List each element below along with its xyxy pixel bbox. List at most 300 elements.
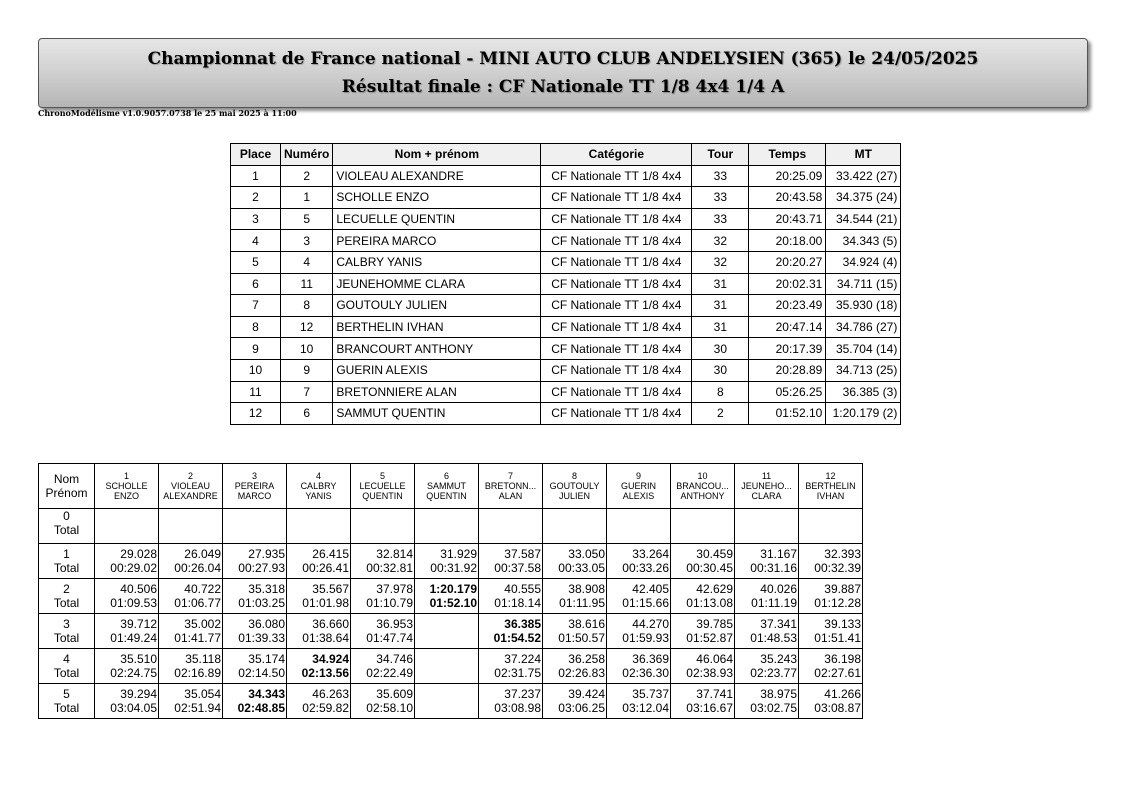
lap-row [39, 684, 863, 719]
cell-categorie: CF Nationale TT 1/8 4x4 [541, 403, 692, 425]
lap-time-cell [543, 509, 607, 544]
lap-time-cell [479, 614, 543, 649]
lap-time-cell [479, 579, 543, 614]
lap-time-cell [479, 509, 543, 544]
cumulative-time: 00:37.58 [494, 561, 541, 575]
cumulative-time: 02:27.61 [814, 666, 861, 680]
cumulative-time: 02:14.50 [238, 666, 285, 680]
cumulative-time: 00:26.41 [302, 561, 349, 575]
cell-mt: 34.375 (24) [826, 187, 901, 209]
cumulative-time: 01:41.77 [174, 631, 221, 645]
cell-categorie: CF Nationale TT 1/8 4x4 [541, 381, 692, 403]
cell-numero: 2 [281, 165, 333, 187]
lap-time: 35.318 [248, 582, 285, 596]
cell-numero: 3 [281, 230, 333, 252]
lap-time: 37.978 [376, 582, 413, 596]
driver-lastname: JEUNEHO... [741, 481, 792, 491]
driver-firstname: QUENTIN [362, 491, 403, 501]
lap-time: 42.405 [632, 582, 669, 596]
lap-time-cell [287, 649, 351, 684]
col-header-tour: Tour [692, 144, 749, 166]
cumulative-time: 02:13.56 [301, 666, 349, 680]
cell-nom-prenom: SCHOLLE ENZO [333, 187, 541, 209]
driver-number: 6 [443, 471, 449, 481]
cumulative-time: 01:09.53 [110, 596, 157, 610]
lap-time-cell [543, 544, 607, 579]
table-row [231, 165, 901, 187]
cell-mt: 33.422 (27) [826, 165, 901, 187]
lap-time: 39.712 [120, 617, 157, 631]
lap-time-cell [671, 684, 735, 719]
lap-time: 27.935 [248, 547, 285, 561]
cell-numero: 12 [281, 316, 333, 338]
lap-time-cell [287, 544, 351, 579]
table-row [231, 273, 901, 295]
cell-temps: 20:28.89 [749, 359, 826, 381]
lap-row-label [39, 579, 95, 614]
lap-time-cell [799, 614, 863, 649]
lap-time: 44.270 [632, 617, 669, 631]
cumulative-time: 00:32.39 [814, 561, 861, 575]
cumulative-time: 01:38.64 [302, 631, 349, 645]
cumulative-time: 01:39.33 [238, 631, 285, 645]
title-banner [38, 38, 1088, 108]
cumulative-time: 01:11.19 [751, 596, 797, 610]
driver-column-header [479, 464, 543, 509]
lap-time-cell [223, 684, 287, 719]
lap-time-cell [735, 614, 799, 649]
driver-number: 4 [315, 471, 321, 481]
cell-temps: 20:23.49 [749, 295, 826, 317]
cell-numero: 9 [281, 359, 333, 381]
lap-time: 35.510 [120, 652, 157, 666]
cell-place: 6 [231, 273, 281, 295]
cell-mt: 34.544 (21) [826, 208, 901, 230]
cell-place: 9 [231, 338, 281, 360]
cell-place: 3 [231, 208, 281, 230]
cell-numero: 8 [281, 295, 333, 317]
lap-time: 37.224 [504, 652, 541, 666]
cumulative-time: 00:32.81 [366, 561, 413, 575]
driver-lastname: PEREIRA [234, 481, 275, 491]
cumulative-time: 01:01.98 [302, 596, 349, 610]
lap-time: 29.028 [120, 547, 157, 561]
total-label: Total [53, 666, 80, 680]
lap-time-cell [415, 684, 479, 719]
cumulative-time: 02:22.49 [366, 666, 413, 680]
lap-time-cell [799, 544, 863, 579]
driver-lastname: SCHOLLE [105, 481, 148, 491]
table-row [231, 230, 901, 252]
lap-time: 35.118 [185, 652, 221, 666]
lap-time-cell [351, 649, 415, 684]
cumulative-time: 01:15.66 [622, 596, 669, 610]
driver-firstname: IVHAN [816, 491, 845, 501]
cell-temps: 20:18.00 [749, 230, 826, 252]
cell-numero: 5 [281, 208, 333, 230]
cumulative-time: 02:38.93 [686, 666, 733, 680]
cell-numero: 6 [281, 403, 333, 425]
page-subtitle: Résultat finale : CF Nationale TT 1/8 4x4 1/4 A [341, 77, 785, 97]
lap-time-cell [799, 684, 863, 719]
driver-lastname: CALBRY [300, 481, 337, 491]
lap-time: 36.385 [504, 617, 541, 631]
lap-time-cell [159, 649, 223, 684]
lap-row [39, 509, 863, 544]
cell-categorie: CF Nationale TT 1/8 4x4 [541, 359, 692, 381]
cell-nom-prenom: GOUTOULY JULIEN [333, 295, 541, 317]
lap-time: 38.908 [568, 582, 605, 596]
cell-place: 7 [231, 295, 281, 317]
lap-time-cell [351, 579, 415, 614]
lap-time-cell [415, 579, 479, 614]
total-label: Total [53, 561, 80, 575]
lap-time: 40.506 [120, 582, 157, 596]
cell-categorie: CF Nationale TT 1/8 4x4 [541, 295, 692, 317]
lap-row [39, 544, 863, 579]
lap-time: 35.243 [760, 652, 797, 666]
lap-time: 32.393 [824, 547, 861, 561]
driver-number: 8 [571, 471, 577, 481]
lap-time-cell [159, 684, 223, 719]
cumulative-time: 03:04.05 [110, 701, 157, 715]
lap-time: 30.459 [696, 547, 733, 561]
lap-time: 26.415 [312, 547, 349, 561]
driver-column-header [607, 464, 671, 509]
cumulative-time: 02:24.75 [110, 666, 157, 680]
lap-time: 35.054 [184, 687, 221, 701]
lap-time: 37.341 [760, 617, 797, 631]
lap-times-body [39, 509, 863, 719]
cell-temps: 20:43.58 [749, 187, 826, 209]
lap-row [39, 614, 863, 649]
lap-time-cell [223, 544, 287, 579]
lap-time: 34.343 [248, 687, 285, 701]
lap-time: 46.263 [312, 687, 349, 701]
cumulative-time: 01:50.57 [558, 631, 605, 645]
driver-lastname: BRETONN... [484, 481, 537, 491]
lap-time-cell [735, 649, 799, 684]
driver-number: 3 [251, 471, 257, 481]
lap-time-cell [479, 684, 543, 719]
cumulative-time: 02:59.82 [302, 701, 349, 715]
cumulative-time: 00:33.26 [622, 561, 669, 575]
lap-time: 36.198 [824, 652, 861, 666]
total-label: Total [53, 701, 80, 715]
lap-time: 35.002 [184, 617, 221, 631]
lap-time-cell [607, 544, 671, 579]
driver-firstname: JULIEN [558, 491, 590, 501]
lap-row-label [39, 649, 95, 684]
lap-time-cell [159, 614, 223, 649]
lap-time: 33.264 [632, 547, 669, 561]
lap-time-cell [607, 649, 671, 684]
lap-time-cell [479, 649, 543, 684]
table-row [231, 187, 901, 209]
cell-temps: 01:52.10 [749, 403, 826, 425]
page-title: Championnat de France national - MINI AUTO CLUB ANDELYSIEN (365) le 24/05/2025 [147, 49, 979, 69]
lap-row-label [39, 509, 95, 544]
lap-time-cell [671, 509, 735, 544]
cell-place: 10 [231, 359, 281, 381]
driver-number: 1 [123, 471, 129, 481]
cumulative-time: 03:02.75 [750, 701, 797, 715]
lap-time-cell [415, 509, 479, 544]
lap-time-cell [223, 579, 287, 614]
lap-time: 34.746 [376, 652, 413, 666]
lap-row-label [39, 614, 95, 649]
cell-mt: 34.786 (27) [826, 316, 901, 338]
cell-tour: 31 [692, 295, 749, 317]
lap-time-cell [223, 509, 287, 544]
lap-time-cell [95, 544, 159, 579]
cell-nom-prenom: VIOLEAU ALEXANDRE [333, 165, 541, 187]
cumulative-time: 00:29.02 [110, 561, 157, 575]
cell-tour: 32 [692, 251, 749, 273]
cell-temps: 20:25.09 [749, 165, 826, 187]
cell-mt: 35.704 (14) [826, 338, 901, 360]
cell-categorie: CF Nationale TT 1/8 4x4 [541, 316, 692, 338]
total-label: Total [53, 596, 80, 610]
lap-time-cell [287, 614, 351, 649]
lap-time-cell [287, 579, 351, 614]
lap-time-cell [159, 544, 223, 579]
cell-numero: 1 [281, 187, 333, 209]
driver-firstname: ENZO [113, 491, 139, 501]
cell-tour: 30 [692, 338, 749, 360]
lap-time-cell [543, 649, 607, 684]
driver-firstname: QUENTIN [426, 491, 467, 501]
lap-time: 36.660 [312, 617, 349, 631]
results-body [231, 165, 901, 424]
cell-numero: 10 [281, 338, 333, 360]
cell-categorie: CF Nationale TT 1/8 4x4 [541, 230, 692, 252]
total-label: Total [53, 523, 80, 537]
driver-column-header [799, 464, 863, 509]
col-header-mt: MT [826, 144, 901, 166]
driver-column-header [159, 464, 223, 509]
cell-nom-prenom: JEUNEHOMME CLARA [333, 273, 541, 295]
lap-time: 36.258 [568, 652, 605, 666]
driver-lastname: BRANCOU... [676, 481, 729, 491]
lap-row-label [39, 544, 95, 579]
lap-time-cell [159, 579, 223, 614]
lap-time: 39.133 [824, 617, 861, 631]
cumulative-time: 03:08.98 [494, 701, 541, 715]
col-header-nom-prenom: Nom + prénom [333, 144, 541, 166]
cumulative-time: 02:58.10 [366, 701, 413, 715]
cell-place: 8 [231, 316, 281, 338]
cumulative-time: 00:31.16 [750, 561, 797, 575]
driver-number: 10 [697, 471, 708, 481]
table-row [231, 208, 901, 230]
lap-time-cell [799, 579, 863, 614]
software-footer-note: ChronoModélisme v1.0.9057.0738 le 25 mai 2025 à 11:00 [38, 108, 297, 118]
lap-time: 39.294 [120, 687, 157, 701]
lap-time-cell [799, 649, 863, 684]
cumulative-time: 00:33.05 [558, 561, 605, 575]
driver-number: 7 [507, 471, 513, 481]
lap-time: 40.026 [760, 582, 797, 596]
cumulative-time: 02:16.89 [174, 666, 221, 680]
cumulative-time: 01:10.79 [366, 596, 413, 610]
cumulative-time: 00:26.04 [174, 561, 221, 575]
lap-time-cell [671, 544, 735, 579]
cumulative-time: 00:31.92 [430, 561, 477, 575]
lap-time: 36.953 [376, 617, 413, 631]
driver-column-header [671, 464, 735, 509]
driver-number: 2 [187, 471, 193, 481]
driver-column-header [351, 464, 415, 509]
lap-time: 36.369 [632, 652, 669, 666]
lap-time-cell [351, 684, 415, 719]
cumulative-time: 03:06.25 [558, 701, 605, 715]
lap-row-label [39, 684, 95, 719]
cell-tour: 33 [692, 208, 749, 230]
driver-firstname: ALEXIS [622, 491, 655, 501]
cell-numero: 11 [281, 273, 333, 295]
lap-number: 0 [63, 509, 70, 523]
lap-time-cell [159, 509, 223, 544]
cumulative-time: 01:49.24 [110, 631, 157, 645]
lap-time-cell [223, 649, 287, 684]
cumulative-time: 02:26.83 [558, 666, 605, 680]
lap-time-cell [671, 649, 735, 684]
col-header-categorie: Catégorie [541, 144, 692, 166]
cell-mt: 1:20.179 (2) [826, 403, 901, 425]
lap-row [39, 649, 863, 684]
cell-nom-prenom: GUERIN ALEXIS [333, 359, 541, 381]
cell-nom-prenom: BERTHELIN IVHAN [333, 316, 541, 338]
cumulative-time: 03:08.87 [814, 701, 861, 715]
driver-firstname: ALEXANDRE [163, 491, 218, 501]
cumulative-time: 02:51.94 [174, 701, 221, 715]
table-row [231, 381, 901, 403]
lap-time: 39.785 [696, 617, 733, 631]
cumulative-time: 01:13.08 [686, 596, 733, 610]
cumulative-time: 01:52.10 [429, 596, 477, 610]
cell-numero: 7 [281, 381, 333, 403]
driver-column-header [223, 464, 287, 509]
lap-time: 38.616 [568, 617, 605, 631]
lap-time-cell [671, 614, 735, 649]
cell-tour: 33 [692, 165, 749, 187]
cumulative-time: 03:12.04 [622, 701, 669, 715]
cell-tour: 31 [692, 316, 749, 338]
lap-time: 38.975 [760, 687, 797, 701]
lap-time-cell [543, 614, 607, 649]
table-row [231, 295, 901, 317]
lap-time: 31.167 [760, 547, 797, 561]
corner-label-prenom: Prénom [45, 486, 88, 500]
lap-number: 1 [63, 547, 70, 561]
total-label: Total [53, 631, 80, 645]
cell-mt: 36.385 (3) [826, 381, 901, 403]
cell-place: 12 [231, 403, 281, 425]
driver-lastname: LECUELLE [359, 481, 406, 491]
lap-time: 37.237 [504, 687, 541, 701]
driver-column-header [287, 464, 351, 509]
lap-time-cell [415, 649, 479, 684]
lap-time: 34.924 [312, 652, 349, 666]
cell-temps: 20:20.27 [749, 251, 826, 273]
cumulative-time: 01:59.93 [622, 631, 669, 645]
col-header-temps: Temps [749, 144, 826, 166]
cell-place: 11 [231, 381, 281, 403]
cumulative-time: 02:36.30 [622, 666, 669, 680]
cell-nom-prenom: BRETONNIERE ALAN [333, 381, 541, 403]
results-table [230, 143, 901, 425]
lap-time: 33.050 [568, 547, 605, 561]
lap-time: 37.741 [696, 687, 733, 701]
cell-temps: 20:47.14 [749, 316, 826, 338]
cell-nom-prenom: BRANCOURT ANTHONY [333, 338, 541, 360]
cell-nom-prenom: LECUELLE QUENTIN [333, 208, 541, 230]
cell-tour: 2 [692, 403, 749, 425]
lap-number: 4 [63, 652, 70, 666]
cumulative-time: 01:18.14 [494, 596, 541, 610]
lap-time-cell [351, 509, 415, 544]
lap-time-cell [479, 544, 543, 579]
lap-time-cell [223, 614, 287, 649]
cell-temps: 20:43.71 [749, 208, 826, 230]
lap-time: 39.887 [824, 582, 861, 596]
lap-time: 1:20.179 [429, 582, 477, 596]
cumulative-time: 01:47.74 [366, 631, 413, 645]
driver-number: 12 [825, 471, 836, 481]
lap-number: 2 [63, 582, 70, 596]
lap-row [39, 579, 863, 614]
cell-place: 5 [231, 251, 281, 273]
table-row [231, 403, 901, 425]
lap-time: 35.567 [312, 582, 349, 596]
lap-time-cell [607, 614, 671, 649]
driver-firstname: YANIS [305, 491, 332, 501]
cumulative-time: 01:03.25 [238, 596, 285, 610]
driver-number: 9 [635, 471, 641, 481]
cumulative-time: 01:54.52 [493, 631, 541, 645]
cell-temps: 20:02.31 [749, 273, 826, 295]
lap-times-table [38, 463, 863, 719]
cell-place: 2 [231, 187, 281, 209]
cell-tour: 30 [692, 359, 749, 381]
lap-time-cell [351, 544, 415, 579]
cell-categorie: CF Nationale TT 1/8 4x4 [541, 208, 692, 230]
lap-time-cell [287, 509, 351, 544]
driver-lastname: SAMMUT [427, 481, 466, 491]
lap-time: 26.049 [184, 547, 221, 561]
lap-header-row [39, 464, 863, 509]
lap-time: 31.929 [440, 547, 477, 561]
lap-time: 40.555 [504, 582, 541, 596]
cell-mt: 34.713 (25) [826, 359, 901, 381]
driver-number: 5 [379, 471, 385, 481]
cell-numero: 4 [281, 251, 333, 273]
lap-time-cell [415, 614, 479, 649]
results-header-row [231, 144, 901, 166]
cell-categorie: CF Nationale TT 1/8 4x4 [541, 165, 692, 187]
corner-label-nom: Nom [53, 472, 80, 486]
lap-time: 39.424 [568, 687, 605, 701]
lap-time: 41.266 [824, 687, 861, 701]
cumulative-time: 01:11.95 [559, 596, 605, 610]
lap-time-cell [95, 684, 159, 719]
lap-time-cell [607, 579, 671, 614]
driver-firstname: CLARA [751, 491, 782, 501]
lap-time: 35.609 [376, 687, 413, 701]
cell-mt: 34.711 (15) [826, 273, 901, 295]
cell-place: 1 [231, 165, 281, 187]
